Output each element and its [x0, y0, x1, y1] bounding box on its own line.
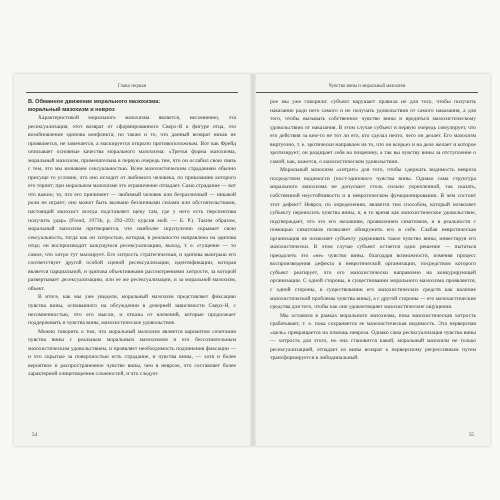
paragraph: Мы остаемся в рамках морального мазохизма, пока мазохистическая хитрость срабатывает, т. е. пока сохраняется ее мазохистическая видимость. Эта перверсная «цель» превращается на помощь невроза. Однако сама ресексуализация чувства вины — хитрость для этого, но она становится какой, моральный мазохизм не только ресексуализацией, отпадает из вины возврат к перверсному регрессивным путем трансформируется в либидинальный.	[270, 312, 476, 362]
paragraph: Моральный мазохизм «хитрит» для того, чтобы сдержать видимость невроза посредством видимости (пост-эдипового чувства вины. Однако сама структура морального мазохизма не допускает столь сильно укрепленной, так сказать, собственной неустойчивости и в невротическом функционировании. В чем состоит этот дефект? Невроз, по определению, является тем способом, который позволяет субъекту переносить чувства вины, и, в то время как мазохистическое удовольствие, подтверждает, что это его желаниям, проявлением симптомов, и в реальности с помощью симптомов позволяет обнаружить его в себе. Слабая невротическая организация не позволяет субъекту удерживать такое чувство вины, инвестируя его мазохистически. В этом случае субъект остается одно решение — пытаться преодолеть это «не» чувство вины, благодаря возможности, изменяя процесс воспроизведения дефекта в невротической организации, посредством которого субъект реагирует, что его мазохистически направлено на конкурирующей организации. С одной стороны, в существовании морального мазохизма проявляется, с одной стороны, в существовании его мазохистических средств как наличие мазохистической проблемы чувства вины), а с другой стороны — его мазохистические средства для того, чтобы как оно удовлетворяет мазохистические ощущения.	[270, 167, 476, 311]
paragraph: рое мы уже говорили: субъект нарушает правила не для того, чтобы получить наказание ради него самого и не получать удовольствия от самого наказания, а для того, чтобы вызывать собственное чувство вины и вредяться мазохистическому удовольствию от наказания. В этом случае субъект в первую очередь симулирует, что его действия за кем-то не тот ли его, кто сделал нечто, чего он делает. Его мазохизм виртуозно, т. е. эротически направлен на то, что он всерьез и на деле желает и которое эротизирует; он раздирает себя на пощечину, а так вы чувству вины за отступление о самой, как, кажется, о мазохистическом удовольствии.	[270, 99, 476, 165]
running-head-right: Чувство вины и моральный мазохизм	[328, 84, 406, 89]
running-head: Глава первая	[117, 84, 147, 89]
section-title-line-2: моральный мазохизм и невроз	[28, 107, 115, 113]
header-rule	[26, 92, 238, 93]
section-title-line-1: B. Обманное движение морального мазохизма:	[28, 99, 161, 105]
paragraph: В итоге, как мы уже увидели, моральный мазохизм представляет фиксацию чувства вины, основанного на обсуждении в дочерней зависимости Сверх-Я, с несомненностью, что его мысли, и отказы от влечений, которые продолжает поддерживать и чувства вины, мазохистическое удовольствие.	[28, 294, 236, 327]
page-body	[270, 98, 476, 363]
paragraph: Характеристикой морального мазохизма является, несомненно, эта ресексуализация, этот возврат от сформированного Сверх-Я к фигуре отца, это возобновление эдипова конфликта; но также и то, что данный возврат никак не проявляется, не замечается, а маскируется открыто противоположным. Вот как Фрейд описывает основные качества морального мазохизма: «Третья форма мазохизма, моральный мазохизм, примечательна в первую очередь тем, что он ослабил свою связь с тем, что мы называем сексуальностью. Всем мазохистическим страданиям обычно присуще то условие, что оно исходит от любимого человека, по приказанию которого его терпят; при моральном мазохизме это ограничение отпадает. Само страдание — вот что важно; то, что его причиняет — любимый человек или безразличный — никакой роли не играет; оно может быть вызвано безличными силами или обстоятельствами, настоящий мазохист всегда подставляет щеку там, где у него есть перспектива получить удар» (Freud, 1973b, p. 292–293; курсив мой. — Б. Р.). Таким образом, моральный мазохизм притворяется, что наиболее скрупулезно скрывает свою сексуальность, тогда как он хитростью, которая, в реальности направлена на эдипова отца; он воспроизводит кажущуюся ресексуализацию, выход, т. е. сгущение — то самое, что хитро тут маскирует. Его хитрость стратегическая, и эдипова выигрыш его соответствует другой особой сценой ресексуализации, идентификации, которая является парциальной, и эдипова объективными рассмотрениями хитрости, за которой развертывает десексуализацию, или ее же ресексуализации, и за моральной мазохизм, объект.	[28, 115, 236, 292]
left-page	[14, 74, 250, 446]
page-number: 54	[32, 432, 38, 438]
page-number: 55	[468, 432, 474, 438]
page-body	[28, 98, 236, 379]
right-page	[256, 74, 490, 446]
book-spread	[14, 74, 490, 446]
paragraph: Можно говорить о том, что моральный мазохизм является вариантом сочетания чувства вины с реальным моральным мазохизмом и его бессознательным мазохистическим удовольствием, и проявляет необходимость подчинения фиксации — и что скрытые за поверхностью есть страдание, и чувства вины, — хотя и более вероятное и распространенное чувство вины, чем в неврозе, что составляет более характерной олицетворения сложностей, и что следует.	[28, 328, 236, 378]
section-title	[28, 98, 236, 114]
header-rule-right	[256, 92, 478, 93]
